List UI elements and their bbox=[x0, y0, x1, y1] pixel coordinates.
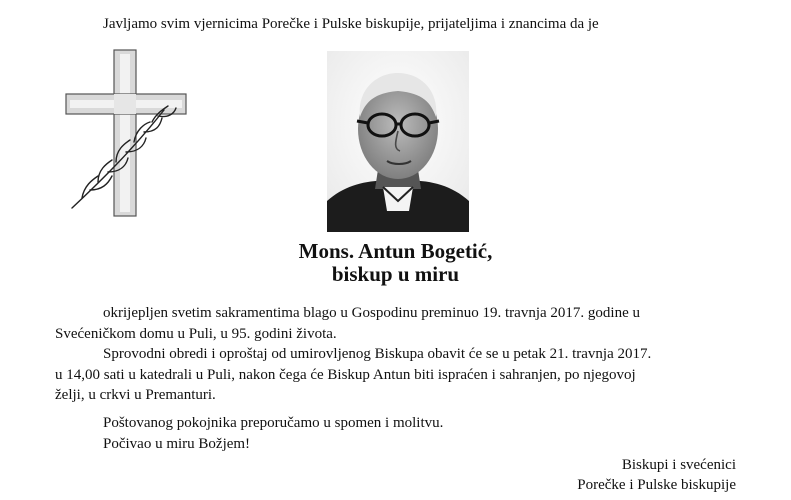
paragraph2-line1: Sprovodni obredi i oproštaj od umirovljenog Biskupa obavit će se u petak 21. travnja 2017. bbox=[103, 346, 652, 362]
cross-with-palm-icon bbox=[64, 48, 188, 220]
deceased-name: Mons. Antun Bogetić, bbox=[298, 239, 493, 263]
paragraph2-line2: u 14,00 sati u katedrali u Puli, nakon čega će Biskup Antun biti ispraćen i sahranjen, po njegovoj bbox=[55, 367, 636, 383]
signature-line1: Biskupi i svećenici bbox=[621, 457, 736, 473]
closing-line1: Poštovanog pokojnika preporučamo u spomen i molitvu. bbox=[103, 415, 444, 431]
intro-text: Javljamo svim vjernicima Porečke i Pulske biskupije, prijateljima i znancima da je bbox=[103, 16, 599, 32]
closing-line2: Počivao u miru Božjem! bbox=[103, 436, 251, 452]
signature-line2: Porečke i Pulske biskupije bbox=[577, 477, 736, 493]
deceased-title: biskup u miru bbox=[331, 262, 460, 286]
portrait-photo bbox=[327, 51, 469, 232]
paragraph1-line1: okrijepljen svetim sakramentima blago u Gospodinu preminuo 19. travnja 2017. godine u bbox=[103, 305, 640, 321]
paragraph1-line2: Svećeničkom domu u Puli, u 95. godini života. bbox=[55, 326, 337, 342]
paragraph2-line3: želji, u crkvi u Premanturi. bbox=[55, 387, 216, 403]
